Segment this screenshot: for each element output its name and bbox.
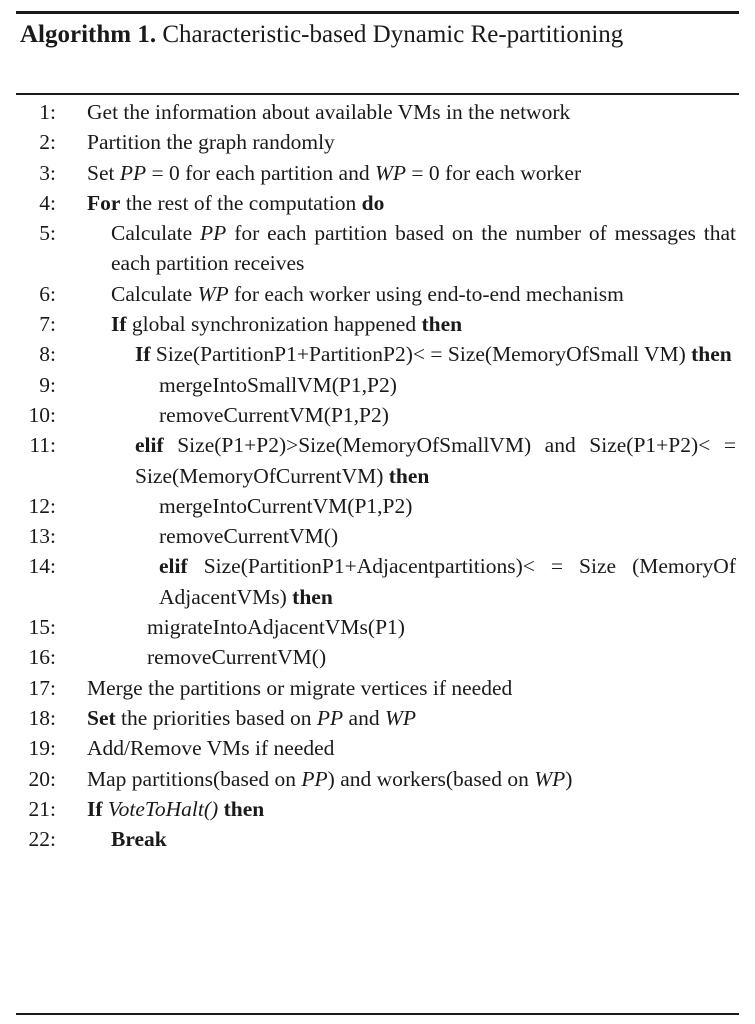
variable: VoteToHalt() [107,796,219,821]
variable: WP [197,281,229,306]
algorithm-line [16,400,736,430]
line-segment: Map partitions(based on [87,766,302,791]
variable: PP [316,705,344,730]
line-segment: global synchronization happened [126,312,422,337]
line-text [147,642,736,672]
line-text [135,430,736,491]
line-segment: Set [87,160,120,185]
bottom-rule [16,1013,739,1015]
line-text [87,764,736,794]
algorithm-line [16,430,736,491]
keyword: then [421,312,463,337]
algorithm-line [16,764,736,794]
line-segment: Size(PartitionP1+Adjacentpartitions)< = Size (MemoryOf AdjacentVMs) [159,554,736,609]
algorithm-line [16,339,736,369]
line-segment: Size(PartitionP1+PartitionP2)< = Size(MemoryOfSmall VM) [150,342,692,367]
line-number: 13: [28,524,56,549]
variable: PP [301,766,328,791]
line-segment: Merge the partitions or migrate vertices if needed [87,675,513,700]
variable: PP [200,221,227,246]
line-segment: mergeIntoSmallVM(P1,P2) [159,372,397,397]
line-text [159,521,736,551]
line-text [159,491,736,521]
line-text [135,339,736,369]
variable: WP [384,705,417,730]
algorithm-line [16,491,736,521]
keyword: Set [87,705,116,730]
line-number: 3: [39,160,56,185]
line-number: 19: [28,736,56,761]
line-text [159,400,736,430]
line-number: 16: [28,645,56,670]
line-number: 9: [39,372,56,397]
keyword: elif [135,433,164,458]
algorithm-line [16,733,736,763]
algorithm-line [16,612,736,642]
line-text [159,370,736,400]
top-rule [16,11,739,14]
line-text [87,188,736,218]
line-text [87,733,736,763]
line-number: 1: [39,100,56,124]
line-segment: the rest of the computation [120,190,362,215]
line-text [87,673,736,703]
keyword: then [691,342,732,367]
keyword: If [135,342,151,367]
line-segment: Calculate [111,221,201,246]
line-number: 11: [29,433,56,458]
algorithm-line [16,551,736,612]
line-segment: migrateIntoAdjacentVMs(P1) [147,615,405,640]
line-number: 20: [28,766,56,791]
algorithm-body [16,97,736,854]
variable: PP [119,160,147,185]
line-segment: Partition the graph randomly [87,130,335,155]
line-text [111,279,736,309]
algorithm-line [16,218,736,279]
line-text [111,218,736,279]
line-segment: Add/Remove VMs if needed [87,736,335,761]
line-segment: the priorities based on [115,705,317,730]
line-number: 18: [28,705,56,730]
caption-rule [16,93,739,95]
variable: WP [374,160,407,185]
line-segment: mergeIntoCurrentVM(P1,P2) [159,493,413,518]
line-segment: ) and workers(based on [327,766,535,791]
algorithm-line [16,127,736,157]
line-segment: Size(P1+P2)>Size(MemoryOfSmallVM) and Size(P1+P2)< = Size(MemoryOfCurrentVM) [135,433,736,488]
keyword: then [388,463,430,488]
line-number: 6: [39,281,56,306]
algorithm-line [16,703,736,733]
line-number: 12: [28,493,56,518]
algorithm-line [16,309,736,339]
line-text [111,309,736,339]
keyword: For [87,190,121,215]
algorithm-line [16,370,736,400]
variable: WP [534,766,566,791]
keyword: If [87,796,103,821]
line-text [87,703,736,733]
line-number: 15: [28,615,56,640]
line-text [87,97,736,127]
algorithm-caption [20,18,735,52]
keyword: do [361,190,385,215]
line-number: 4: [39,190,56,215]
line-text [147,612,736,642]
line-segment: removeCurrentVM(P1,P2) [159,402,389,427]
line-text [87,158,736,188]
line-segment: = 0 for each worker [406,160,582,185]
algorithm-line [16,794,736,824]
line-text [87,794,736,824]
line-segment: for each worker using end-to-end mechanism [228,281,624,306]
line-number: 5: [39,221,56,246]
algorithm-line [16,642,736,672]
line-segment: Calculate [111,281,198,306]
line-segment: removeCurrentVM() [159,524,339,549]
line-segment: for each partition based on the number of messages that each partition receives [111,221,736,276]
keyword: then [292,584,333,609]
line-number: 2: [39,130,56,155]
algorithm-title: Characteristic-based Dynamic Re-partitioning [162,21,624,48]
line-segment: = 0 for each partition and [146,160,375,185]
line-number: 21: [28,796,56,821]
line-number: 14: [28,554,56,579]
line-segment: and [343,705,385,730]
line-segment: removeCurrentVM() [147,645,327,670]
line-number: 22: [28,827,56,852]
line-number: 17: [28,675,56,700]
line-segment: Get the information about available VMs in the network [87,100,571,124]
algorithm-line [16,824,736,854]
algorithm-line [16,521,736,551]
keyword: elif [159,554,188,579]
line-text [159,551,736,612]
line-text [87,127,736,157]
line-number: 7: [39,312,56,337]
keyword: Break [111,827,167,852]
line-number: 8: [39,342,56,367]
line-segment: ) [565,766,573,791]
algorithm-line [16,158,736,188]
algorithm-line [16,673,736,703]
algorithm-line [16,97,736,127]
keyword: then [218,796,265,821]
keyword: If [111,312,127,337]
algorithm-label: Algorithm 1. [20,21,157,48]
algorithm-line [16,279,736,309]
line-number: 10: [28,402,56,427]
algorithm-line [16,188,736,218]
line-text [111,824,736,854]
